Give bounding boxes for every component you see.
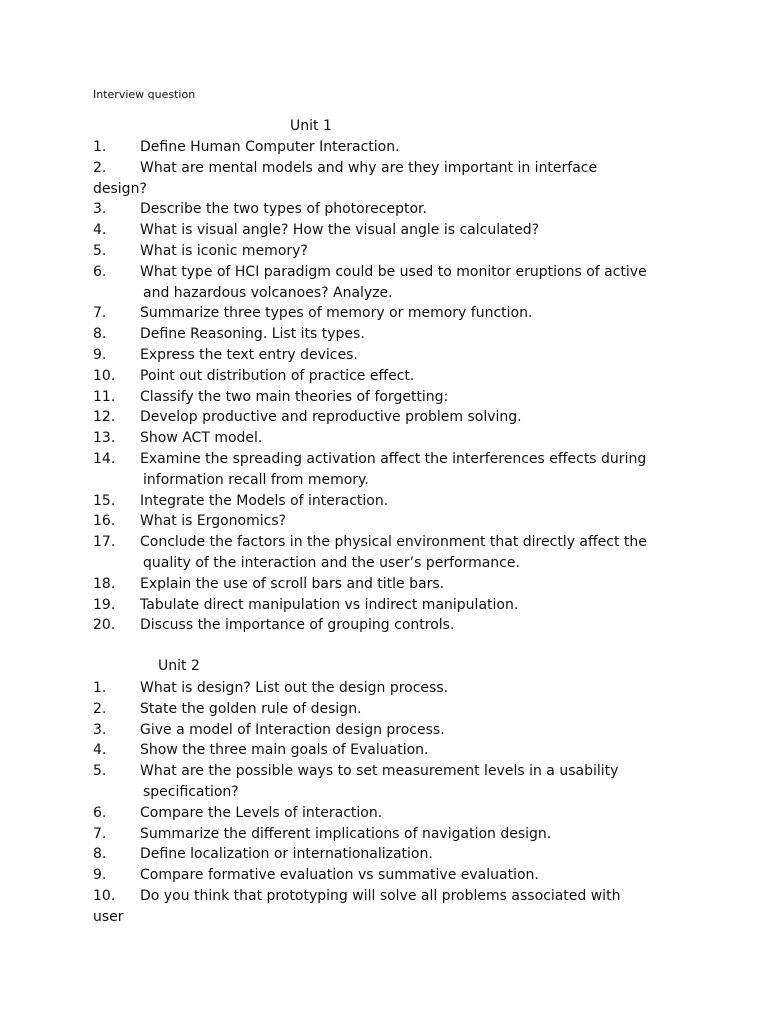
question-number: 6. [93,804,107,821]
question-item [93,844,693,865]
question-text: Discuss the importance of grouping controls. [140,617,455,634]
question-text: Conclude the factors in the physical environment that directly affect the [140,534,647,551]
question-item [93,387,693,408]
question-text-continuation: information recall from memory. [143,471,369,488]
question-number: 20. [93,617,116,634]
question-item [93,720,693,741]
question-text: Define Reasoning. List its types. [140,326,365,343]
question-number: 5. [93,763,107,780]
unit-2-question-list [93,678,693,928]
question-text: Do you think that prototyping will solve all problems associated with [140,887,621,904]
question-text: Give a model of Interaction design process. [140,721,445,738]
question-item [93,574,693,595]
question-text-continuation: and hazardous volcanoes? Analyze. [143,284,393,301]
question-number: 3. [93,721,107,738]
question-item [93,324,693,345]
question-number: 7. [93,305,107,322]
question-text-continuation: design? [93,180,147,197]
question-text: What is Ergonomics? [140,513,287,530]
question-text-continuation: specification? [143,783,239,800]
question-number: 9. [93,346,107,363]
question-item [93,303,693,324]
question-text: Classify the two main theories of forgetting: [140,388,449,405]
question-text: Describe the two types of photoreceptor. [140,201,427,218]
question-number: 13. [93,430,116,447]
question-text: What is iconic memory? [140,242,308,259]
question-number: 8. [93,846,107,863]
question-item [93,761,693,803]
question-item [93,699,693,720]
question-number: 2. [93,700,107,717]
question-number: 10. [93,887,116,904]
question-number: 1. [93,680,107,696]
question-number: 3. [93,201,107,218]
question-text: Compare the Levels of interaction. [140,804,383,821]
question-text: State the golden rule of design. [140,700,362,717]
question-text: What is design? List out the design process. [140,680,449,696]
question-item [93,886,693,928]
question-item [93,615,693,636]
question-number: 10. [93,367,116,384]
question-item [93,366,693,387]
question-number: 4. [93,222,107,239]
unit-1-question-list [93,137,693,636]
question-text-continuation: quality of the interaction and the user’s performance. [143,554,520,571]
question-text: Tabulate direct manipulation vs indirect manipulation. [140,596,519,613]
unit-2-heading: Unit 2 [158,658,200,674]
question-number: 7. [93,825,107,842]
question-number: 14. [93,450,116,467]
question-number: 12. [93,409,116,426]
question-text: What is visual angle? How the visual angle is calculated? [140,222,540,239]
question-item [93,865,693,886]
question-text: Explain the use of scroll bars and title bars. [140,575,445,592]
question-item [93,532,693,574]
question-text: Express the text entry devices. [140,346,358,363]
question-item [93,740,693,761]
question-item [93,262,693,304]
question-item [93,407,693,428]
question-text: Show ACT model. [140,430,263,447]
question-text: Develop productive and reproductive problem solving. [140,409,522,426]
question-number: 9. [93,867,107,884]
question-number: 17. [93,534,116,551]
question-item [93,595,693,616]
question-text: What are the possible ways to set measurement levels in a usability [140,763,619,780]
question-item [93,158,693,200]
question-number: 19. [93,596,116,613]
question-text: Define localization or internationalization. [140,846,433,863]
unit-1-heading: Unit 1 [290,118,332,134]
question-number: 16. [93,513,116,530]
question-number: 8. [93,326,107,343]
document-title: Interview question [93,88,196,101]
question-item [93,803,693,824]
question-number: 1. [93,139,107,155]
question-item [93,491,693,512]
question-item [93,199,693,220]
question-text: Summarize the different implications of navigation design. [140,825,552,842]
question-number: 5. [93,242,107,259]
question-number: 11. [93,388,116,405]
question-number: 2. [93,159,107,176]
question-number: 6. [93,263,107,280]
question-text: What type of HCI paradigm could be used to monitor eruptions of active [140,263,647,280]
question-text: Examine the spreading activation affect the interferences effects during [140,450,647,467]
question-item [93,678,693,699]
question-number: 4. [93,742,107,759]
question-item [93,428,693,449]
question-item [93,511,693,532]
question-item [93,241,693,262]
question-item [93,345,693,366]
question-item [93,824,693,845]
question-text: Show the three main goals of Evaluation. [140,742,429,759]
question-text-continuation: user [93,908,124,925]
question-number: 18. [93,575,116,592]
question-item [93,137,693,158]
question-item [93,449,693,491]
question-item [93,220,693,241]
question-text: What are mental models and why are they important in interface [140,159,598,176]
question-number: 15. [93,492,116,509]
question-text: Summarize three types of memory or memory function. [140,305,533,322]
question-text: Define Human Computer Interaction. [140,139,400,155]
question-text: Integrate the Models of interaction. [140,492,389,509]
question-text: Point out distribution of practice effect. [140,367,415,384]
question-text: Compare formative evaluation vs summative evaluation. [140,867,539,884]
